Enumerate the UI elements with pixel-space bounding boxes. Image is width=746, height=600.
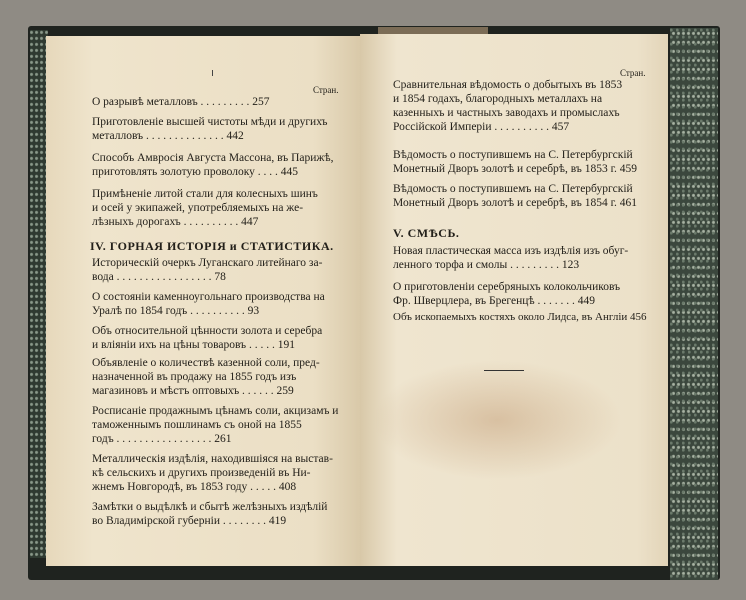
toc-line: таможеннымъ пошлинамъ съ оной на 1855	[92, 419, 302, 431]
marbled-cover-right	[670, 28, 718, 580]
toc-line: Фр. Шверцлера, въ Брегенцѣ . . . . . . . 449	[393, 295, 596, 307]
toc-line: О состояніи каменноугольнаго производства на	[92, 291, 325, 303]
toc-line: назначенной въ продажу на 1855 годъ изъ	[92, 371, 297, 383]
toc-line: лѣзныхъ дорогахъ . . . . . . . . . . 447	[92, 216, 259, 228]
page-mark	[212, 70, 213, 76]
toc-line: О приготовленіи серебряныхъ колокольчиковъ	[393, 281, 621, 293]
toc-line: Россійской Имперіи . . . . . . . . . . 457	[393, 121, 570, 133]
toc-line: казенныхъ и частныхъ заводахъ и промыслахъ	[393, 107, 620, 119]
toc-line: годъ . . . . . . . . . . . . . . . . . 261	[92, 433, 232, 445]
toc-line: и 1854 годахъ, благородныхъ металлахъ на	[393, 93, 603, 105]
toc-line: Металлическія издѣлія, находившіяся на выстав-	[92, 453, 333, 465]
end-rule	[484, 370, 524, 371]
toc-line: О разрывѣ металловъ . . . . . . . . . 257	[92, 96, 270, 108]
toc-line: Вѣдомость о поступившемъ на С. Петербургскій	[393, 149, 633, 161]
toc-line: и осей у экипажей, употребляемыхъ на же-	[92, 202, 304, 214]
toc-line: во Владимірской губерніи . . . . . . . . 419	[92, 515, 287, 527]
toc-line: Объ относительной цѣнности золота и серебра	[92, 325, 323, 337]
left-page-header: Стран.	[313, 85, 339, 95]
page-stain	[372, 360, 622, 480]
toc-line: Историческій очеркъ Луганскаго литейнаго за-	[92, 257, 323, 269]
toc-line: Замѣтки о выдѣлкѣ и сбытѣ желѣзныхъ издѣлій	[92, 501, 328, 513]
toc-line: Вѣдомость о поступившемъ на С. Петербургскій	[393, 183, 633, 195]
toc-line: Росписаніе продажнымъ цѣнамъ соли, акцизамъ и	[92, 405, 339, 417]
toc-line: Сравнительная вѣдомость о добытыхъ въ 1853	[393, 79, 623, 91]
toc-line: ленного торфа и смолы . . . . . . . . . 123	[393, 259, 580, 271]
toc-line: Монетный Дворъ золотѣ и серебрѣ, въ 1854 г. 461	[393, 197, 638, 209]
right-page-header: Стран.	[620, 68, 646, 78]
toc-line: жнемъ Новгородѣ, въ 1853 году . . . . . 408	[92, 481, 297, 493]
section-heading: V. СМѢСЬ.	[393, 226, 460, 240]
toc-line: Монетный Дворъ золотѣ и серебрѣ, въ 1853 г. 459	[393, 163, 638, 175]
toc-line: Объ ископаемыхъ костяхъ около Лидса, въ Англіи 456	[393, 311, 647, 323]
toc-line: металловъ . . . . . . . . . . . . . . 442	[92, 130, 244, 142]
section-heading: IV. ГОРНАЯ ИСТОРІЯ и СТАТИСТИКА.	[90, 239, 334, 253]
toc-line: Объявленіе о количествѣ казенной соли, пред-	[92, 357, 320, 369]
toc-line: и вліяніи ихъ на цѣны товаровъ . . . . . 191	[92, 339, 295, 351]
toc-line: Новая пластическая масса изъ издѣлія изъ обуг-	[393, 245, 629, 257]
toc-line: кѣ сельскихъ и другихъ произведеній въ Ни-	[92, 467, 311, 479]
toc-line: приготовлять золотую проволоку . . . . 445	[92, 166, 299, 178]
toc-line: вода . . . . . . . . . . . . . . . . . 78	[92, 271, 226, 283]
toc-line: Примѣненіе литой стали для колесныхъ шинъ	[92, 188, 318, 200]
toc-line: Приготовленіе высшей чистоты мѣди и другихъ	[92, 116, 328, 128]
toc-line: магазиновъ и мѣстъ оптовыхъ . . . . . . 259	[92, 385, 294, 397]
toc-line: Уралѣ по 1854 годъ . . . . . . . . . . 93	[92, 305, 260, 317]
toc-line: Способъ Амвросія Августа Массона, въ Парижѣ,	[92, 152, 334, 164]
